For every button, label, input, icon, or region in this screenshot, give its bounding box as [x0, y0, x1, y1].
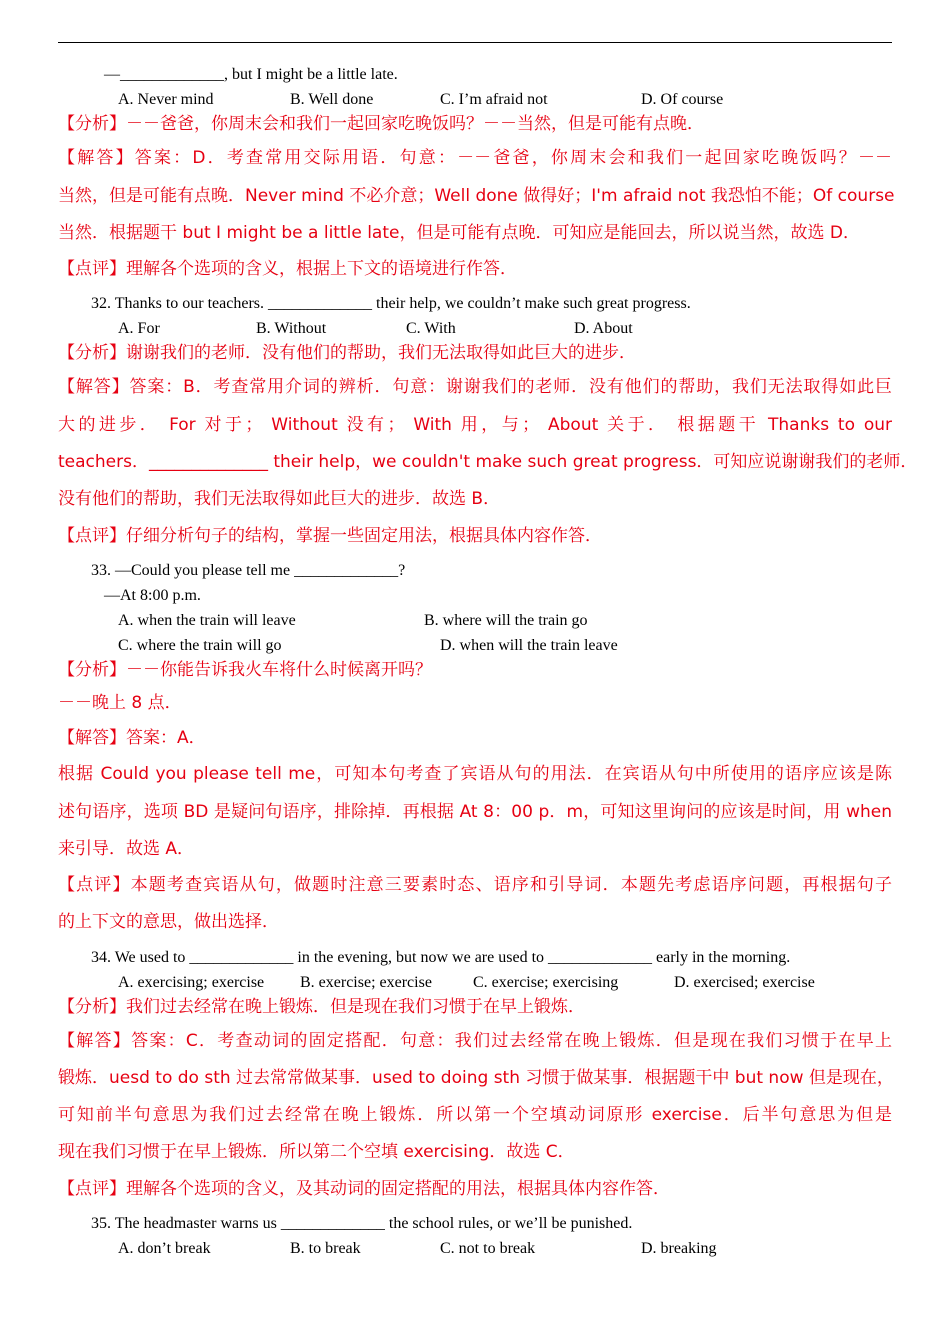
q33-option-b: B. where will the train go: [424, 612, 588, 629]
header-rule: [58, 42, 892, 43]
q31-stem: —_____________, but I might be a little late.: [104, 66, 398, 83]
q31-answer-line-2: 当然，但是可能有点晚．Never mind 不必介意；Well done 做得好；I'm afraid not 我恐怕不能；Of course: [58, 186, 895, 206]
q32-answer-line-2: 大的进步． For 对于； Without 没有； With 用，与； About 关于． 根据题干 Thanks to our: [58, 415, 892, 435]
q34-comment: 【点评】理解各个选项的含义，及其动词的固定搭配的用法，根据具体内容作答．: [58, 1179, 670, 1199]
q34-option-a: A. exercising; exercise: [118, 974, 265, 991]
q33-stem: 33. —Could you please tell me _____________?: [91, 562, 406, 579]
q32-option-a: A. For: [118, 320, 160, 337]
q34-answer-line-1: 【解答】答案：C．考查动词的固定搭配．句意：我们过去经常在晚上锻炼．但是现在我们习惯于在早上: [58, 1031, 892, 1051]
q34-stem: 34. We used to _____________ in the evening, but now we are used to _____________ early in the morning.: [91, 949, 791, 966]
q33-reply: —At 8:00 p.m.: [104, 587, 201, 604]
q33-option-d: D. when will the train leave: [440, 637, 618, 654]
q32-comment: 【点评】仔细分析句子的结构，掌握一些固定用法，根据具体内容作答．: [58, 526, 602, 546]
q35-stem: 35. The headmaster warns us _____________ the school rules, or we’ll be punished.: [91, 1215, 633, 1232]
q31-analysis: 【分析】－－爸爸，你周末会和我们一起回家吃晚饭吗？－－当然，但是可能有点晚．: [58, 114, 704, 134]
q33-answer-head: 【解答】答案：A．: [58, 728, 206, 748]
q35-option-c: C. not to break: [440, 1240, 536, 1257]
q34-option-c: C. exercise; exercising: [473, 974, 619, 991]
q31-option-c: C. I’m afraid not: [440, 91, 548, 108]
q34-answer-line-2: 锻炼．uesd to do sth 过去常常做某事．used to doing sth 习惯于做某事．根据题干中 but now 但是现在，: [58, 1068, 894, 1088]
q31-answer-line-3: 当然．根据题干 but I might be a little late，但是可能有点晚．可知应是能回去，所以说当然，故选 D．: [58, 223, 860, 243]
q33-answer-line-3: 来引导．故选 A．: [58, 839, 195, 859]
q34-analysis: 【分析】我们过去经常在晚上锻炼．但是现在我们习惯于在早上锻炼．: [58, 997, 585, 1017]
q33-answer-line-1: 根据 Could you please tell me，可知本句考查了宾语从句的用法．在宾语从句中所使用的语序应该是陈: [58, 764, 892, 784]
q32-option-b: B. Without: [256, 320, 327, 337]
q34-option-d: D. exercised; exercise: [674, 974, 815, 991]
q31-option-b: B. Well done: [290, 91, 374, 108]
q32-answer-line-4: 没有他们的帮助，我们无法取得如此巨大的进步．故选 B．: [58, 489, 501, 509]
q31-option-d: D. Of course: [641, 91, 724, 108]
q32-analysis: 【分析】谢谢我们的老师．没有他们的帮助，我们无法取得如此巨大的进步．: [58, 343, 636, 363]
q31-option-a: A. Never mind: [118, 91, 214, 108]
q33-option-c: C. where the train will go: [118, 637, 282, 654]
q32-answer-line-1: 【解答】答案：B．考查常用介词的辨析．句意：谢谢我们的老师．没有他们的帮助，我们无法取得如此巨: [58, 377, 892, 397]
q31-comment: 【点评】理解各个选项的含义，根据上下文的语境进行作答．: [58, 259, 517, 279]
q33-answer-line-2: 述句语序，选项 BD 是疑问句语序，排除掉．再根据 At 8：00 p．m，可知这里询问的应该是时间，用 when: [58, 802, 892, 822]
q34-answer-line-4: 现在我们习惯于在早上锻炼．所以第二个空填 exercising．故选 C．: [58, 1142, 575, 1162]
q32-answer-line-3: teachers．______________ their help，we couldn't make such great progress．可知应说谢谢我们的老师．: [58, 452, 918, 472]
q32-option-d: D. About: [574, 320, 633, 337]
q35-option-b: B. to break: [290, 1240, 361, 1257]
q33-comment-line-2: 的上下文的意思，做出选择．: [58, 912, 279, 932]
q33-analysis-line-1: 【分析】－－你能告诉我火车将什么时候离开吗？: [58, 660, 432, 680]
q34-answer-line-3: 可知前半句意思为我们过去经常在晚上锻炼．所以第一个空填动词原形 exercise．后半句意思为但是: [58, 1105, 892, 1125]
q33-analysis-line-2: －－晚上 8 点．: [58, 693, 182, 713]
q32-stem: 32. Thanks to our teachers. _____________ their help, we couldn’t make such great progress.: [91, 295, 691, 312]
q33-option-a: A. when the train will leave: [118, 612, 296, 629]
q33-comment-line-1: 【点评】本题考查宾语从句，做题时注意三要素时态、语序和引导词．本题先考虑语序问题，再根据句子: [58, 875, 892, 895]
q35-option-a: A. don’t break: [118, 1240, 211, 1257]
q31-answer-line-1: 【解答】答案：D．考查常用交际用语．句意：－－爸爸，你周末会和我们一起回家吃晚饭吗？－－: [58, 148, 892, 168]
q32-option-c: C. With: [406, 320, 456, 337]
q34-option-b: B. exercise; exercise: [300, 974, 432, 991]
q35-option-d: D. breaking: [641, 1240, 717, 1257]
